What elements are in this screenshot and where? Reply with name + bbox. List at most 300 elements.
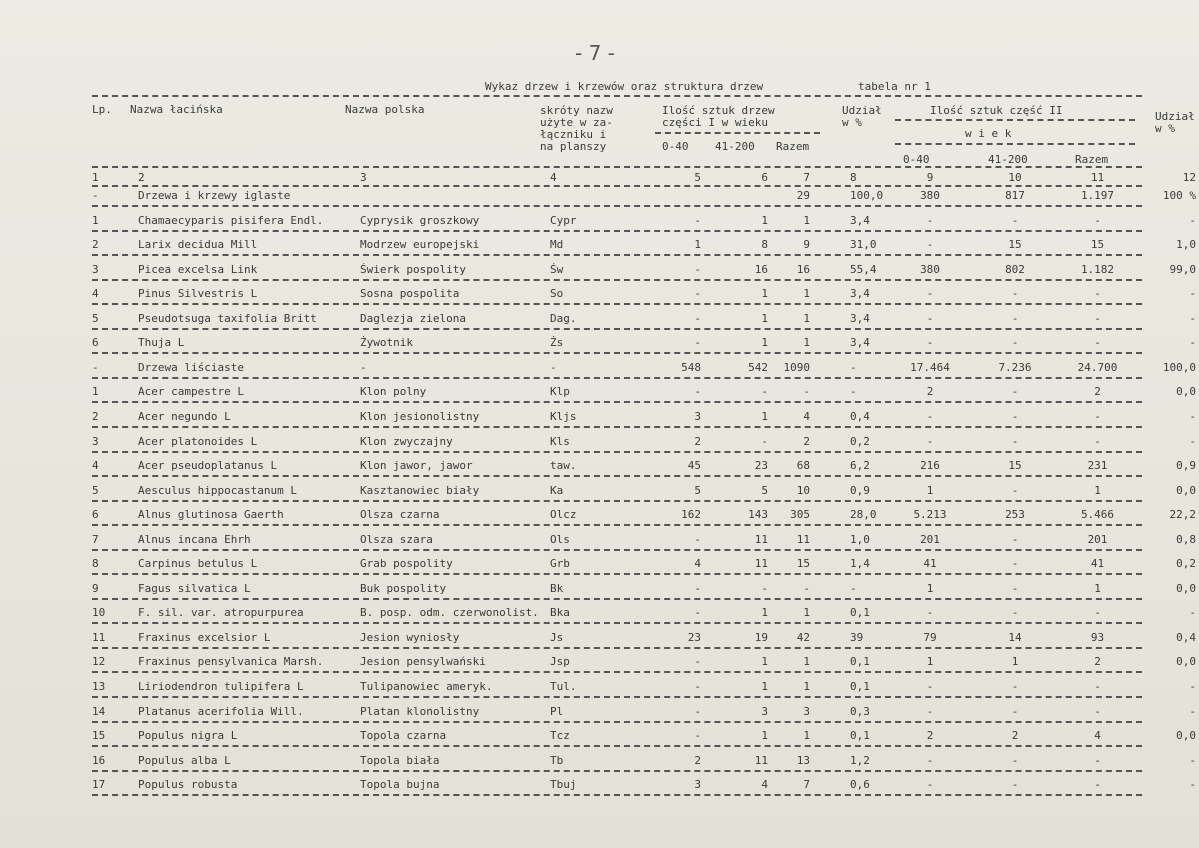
cell-lp: 15	[92, 729, 106, 742]
cell-count2-0-40: -	[926, 312, 934, 325]
header-rule-mid	[92, 166, 1142, 168]
cell-count2-41-200: -	[1011, 533, 1019, 546]
cell-lp: 11	[92, 631, 106, 644]
cell-abbreviation: taw.	[550, 459, 577, 472]
cell-polish-name: B. posp. odm. czerwonolist.	[360, 606, 539, 619]
cell-count2-total: 231	[1087, 459, 1108, 472]
cell-share2: -	[1189, 754, 1196, 767]
header-age1-41-200: 41-200	[715, 140, 755, 153]
cell-share2: -	[1189, 606, 1196, 619]
cell-count2-41-200: -	[1011, 606, 1019, 619]
column-number: 4	[550, 171, 557, 184]
cell-count2-0-40: -	[926, 754, 934, 767]
cell-lp: 17	[92, 778, 106, 791]
cell-count2-41-200: 1	[1011, 655, 1019, 668]
column-number: 5	[694, 171, 701, 184]
header-age2-41-200: 41-200	[988, 153, 1028, 166]
cell-polish-name: Cyprysik groszkowy	[360, 214, 480, 227]
cell-count1-total: 4	[803, 410, 810, 423]
cell-count1-0-40: 548	[681, 361, 701, 374]
cell-abbreviation: Ka	[550, 484, 564, 497]
cell-count1-0-40: -	[694, 336, 701, 349]
cell-share1: 1,4	[850, 557, 870, 570]
cell-count2-total: -	[1094, 606, 1101, 619]
cell-share2: -	[1189, 778, 1196, 791]
cell-latin-name: Picea excelsa Link	[138, 263, 258, 276]
cell-count1-total: 1	[803, 680, 810, 693]
cell-abbreviation: Js	[550, 631, 564, 644]
cell-count2-41-200: -	[1011, 214, 1019, 227]
row-divider	[92, 230, 1142, 232]
cell-count2-41-200: -	[1011, 754, 1019, 767]
cell-count2-41-200: 253	[1005, 508, 1025, 521]
cell-share1: 3,4	[850, 287, 870, 300]
cell-count1-0-40: 3	[694, 778, 701, 791]
cell-count1-0-40: 2	[694, 435, 701, 448]
cell-count2-total: 41	[1090, 557, 1105, 570]
cell-share1: 0,9	[850, 484, 870, 497]
cell-count1-0-40: -	[694, 287, 701, 300]
cell-count1-41-200: 8	[761, 238, 768, 251]
column-number: 12	[1182, 171, 1196, 184]
cell-polish-name: Klon polny	[360, 385, 427, 398]
cell-latin-name: Pseudotsuga taxifolia Britt	[138, 312, 317, 325]
cell-count2-41-200: -	[1011, 312, 1019, 325]
column-number: 11	[1090, 171, 1105, 184]
row-divider	[92, 573, 1142, 575]
cell-count1-0-40: -	[694, 606, 701, 619]
cell-abbreviation: Olcz	[550, 508, 577, 521]
cell-latin-name: Fraxinus pensylvanica Marsh.	[138, 655, 324, 668]
cell-abbreviation: Klp	[550, 385, 570, 398]
column-number: 6	[761, 171, 768, 184]
cell-count1-0-40: -	[694, 655, 701, 668]
cell-abbreviation: Bka	[550, 606, 570, 619]
cell-count2-41-200: 817	[1005, 189, 1025, 202]
cell-abbreviation: Dag.	[550, 312, 577, 325]
cell-count1-total: 29	[796, 189, 810, 202]
row-divider	[92, 426, 1142, 428]
count2-rule	[895, 119, 1135, 121]
cell-share2: -	[1189, 680, 1196, 693]
cell-count2-0-40: 41	[923, 557, 937, 570]
row-divider	[92, 696, 1142, 698]
cell-polish-name: Sosna pospolita	[360, 287, 460, 300]
cell-share1: 0,6	[850, 778, 870, 791]
header-abbr-line: skróty nazw	[540, 104, 613, 117]
row-divider	[92, 352, 1142, 354]
header-age2-0-40: 0-40	[903, 153, 930, 166]
cell-share2: -	[1189, 410, 1196, 423]
cell-count2-total: -	[1094, 214, 1101, 227]
cell-count1-41-200: 1	[761, 606, 768, 619]
row-divider	[92, 377, 1142, 379]
cell-latin-name: Populus alba L	[138, 754, 231, 767]
cell-count1-total: 1	[803, 655, 810, 668]
cell-count1-41-200: 1	[761, 287, 768, 300]
table-label: tabela nr 1	[858, 80, 931, 93]
cell-count2-0-40: 79	[923, 631, 937, 644]
cell-share2: -	[1189, 287, 1196, 300]
row-divider	[92, 328, 1142, 330]
cell-latin-name: Drzewa liściaste	[138, 361, 244, 374]
row-divider	[92, 500, 1142, 502]
cell-count1-total: 9	[803, 238, 810, 251]
header-abbr-line: na planszy	[540, 140, 607, 153]
cell-count2-41-200: -	[1011, 778, 1019, 791]
cell-lp: 6	[92, 336, 99, 349]
cell-lp: 5	[92, 484, 99, 497]
cell-lp: 4	[92, 287, 99, 300]
cell-count1-total: 42	[796, 631, 810, 644]
column-number: 7	[803, 171, 810, 184]
cell-count1-0-40: 4	[694, 557, 701, 570]
cell-share1: 3,4	[850, 214, 870, 227]
cell-count2-total: -	[1094, 287, 1101, 300]
header-count1-line: części I w wieku	[662, 116, 768, 129]
cell-count1-total: -	[803, 385, 810, 398]
cell-latin-name: F. sil. var. atropurpurea	[138, 606, 304, 619]
row-divider	[92, 451, 1142, 453]
cell-polish-name: Żywotnik	[360, 336, 413, 349]
cell-latin-name: Larix decidua Mill	[138, 238, 258, 251]
cell-share2: 0,0	[1176, 582, 1196, 595]
cell-count1-0-40: -	[694, 680, 701, 693]
cell-count1-41-200: 3	[761, 705, 768, 718]
cell-share1: 100,0	[850, 189, 884, 202]
cell-share1: -	[850, 361, 857, 374]
cell-share1: 0,1	[850, 606, 870, 619]
cell-latin-name: Chamaecyparis pisifera Endl.	[138, 214, 324, 227]
cell-abbreviation: -	[550, 361, 557, 374]
cell-lp: -	[92, 361, 99, 374]
cell-latin-name: Fraxinus excelsior L	[138, 631, 271, 644]
cell-polish-name: -	[360, 361, 367, 374]
cell-latin-name: Acer negundo L	[138, 410, 231, 423]
cell-count2-total: 15	[1090, 238, 1105, 251]
cell-count1-0-40: 3	[694, 410, 701, 423]
row-divider	[92, 671, 1142, 673]
cell-latin-name: Liriodendron tulipifera L	[138, 680, 304, 693]
cell-share1: 6,2	[850, 459, 870, 472]
cell-share2: -	[1189, 435, 1196, 448]
cell-polish-name: Platan klonolistny	[360, 705, 480, 718]
cell-abbreviation: Tbuj	[550, 778, 577, 791]
header-rule-top	[92, 95, 1142, 97]
cell-count2-total: 5.466	[1080, 508, 1115, 521]
row-divider	[92, 598, 1142, 600]
cell-latin-name: Aesculus hippocastanum L	[138, 484, 297, 497]
cell-count2-41-200: -	[1011, 385, 1019, 398]
cell-share2: -	[1189, 336, 1196, 349]
cell-share2: 99,0	[1169, 263, 1196, 276]
cell-count1-41-200: 1	[761, 312, 768, 325]
cell-count1-41-200: 1	[761, 655, 768, 668]
cell-count2-0-40: 1	[926, 582, 934, 595]
header-share1-line: Udział	[842, 104, 882, 117]
cell-count2-41-200: -	[1011, 435, 1019, 448]
cell-polish-name: Klon zwyczajny	[360, 435, 453, 448]
row-divider	[92, 622, 1142, 624]
header-latin-name: Nazwa łacińska	[130, 103, 223, 116]
cell-share1: 0,1	[850, 655, 870, 668]
cell-polish-name: Modrzew europejski	[360, 238, 480, 251]
cell-count2-41-200: -	[1011, 557, 1019, 570]
cell-polish-name: Kasztanowiec biały	[360, 484, 480, 497]
cell-polish-name: Olsza czarna	[360, 508, 440, 521]
cell-count2-total: -	[1094, 705, 1101, 718]
cell-polish-name: Świerk pospolity	[360, 263, 466, 276]
cell-count1-total: 1	[803, 312, 810, 325]
cell-polish-name: Topola czarna	[360, 729, 447, 742]
cell-count1-0-40: 23	[687, 631, 701, 644]
cell-count1-41-200: 1	[761, 410, 768, 423]
cell-share1: -	[850, 582, 857, 595]
cell-lp: 7	[92, 533, 99, 546]
cell-count1-41-200: 4	[761, 778, 768, 791]
cell-count1-0-40: -	[694, 263, 701, 276]
cell-lp: 6	[92, 508, 99, 521]
cell-lp: 9	[92, 582, 99, 595]
row-divider	[92, 647, 1142, 649]
wiek-rule	[895, 143, 1135, 145]
cell-abbreviation: Md	[550, 238, 564, 251]
cell-count1-0-40: 45	[687, 459, 701, 472]
cell-abbreviation: Tul.	[550, 680, 577, 693]
cell-count1-0-40: -	[694, 385, 701, 398]
header-wiek: w i e k	[965, 127, 1012, 140]
cell-count2-41-200: 802	[1005, 263, 1025, 276]
cell-count2-0-40: 1	[926, 655, 934, 668]
cell-share1: 31,0	[850, 238, 877, 251]
cell-count1-total: 305	[790, 508, 810, 521]
header-age1-0-40: 0-40	[662, 140, 689, 153]
cell-count2-0-40: 201	[920, 533, 940, 546]
cell-share1: 0,4	[850, 410, 870, 423]
cell-share1: 0,3	[850, 705, 870, 718]
cell-count2-41-200: 15	[1008, 459, 1022, 472]
cell-count2-0-40: 2	[926, 729, 934, 742]
cell-count1-41-200: 1	[761, 729, 768, 742]
cell-count1-41-200: 1	[761, 214, 768, 227]
row-divider	[92, 279, 1142, 281]
cell-abbreviation: Cypr	[550, 214, 577, 227]
cell-share2: 0,0	[1176, 729, 1196, 742]
cell-count1-41-200: 5	[761, 484, 768, 497]
cell-count1-0-40: -	[694, 582, 701, 595]
cell-count2-0-40: -	[926, 778, 934, 791]
cell-count2-total: 93	[1090, 631, 1105, 644]
cell-count2-0-40: 2	[926, 385, 934, 398]
cell-count1-41-200: 23	[754, 459, 768, 472]
cell-share2: -	[1189, 705, 1196, 718]
cell-count1-41-200: 11	[754, 533, 768, 546]
column-number: 3	[360, 171, 367, 184]
cell-polish-name: Klon jawor, jawor	[360, 459, 473, 472]
cell-count2-41-200: -	[1011, 336, 1019, 349]
cell-abbreviation: Św	[550, 263, 564, 276]
cell-count2-total: -	[1094, 312, 1101, 325]
cell-count1-41-200: -	[761, 582, 768, 595]
cell-count1-41-200: 11	[754, 754, 768, 767]
cell-abbreviation: Kls	[550, 435, 570, 448]
cell-lp: 1	[92, 214, 99, 227]
row-divider	[92, 303, 1142, 305]
cell-count2-total: -	[1094, 435, 1101, 448]
cell-share1: 39	[850, 631, 864, 644]
cell-count1-total: 1090	[783, 361, 810, 374]
cell-abbreviation: Ols	[550, 533, 570, 546]
column-number: 9	[926, 171, 934, 184]
cell-count1-0-40: -	[694, 533, 701, 546]
cell-polish-name: Topola bujna	[360, 778, 440, 791]
cell-count1-total: 15	[796, 557, 810, 570]
row-divider	[92, 770, 1142, 772]
cell-share2: 100 %	[1162, 189, 1196, 202]
cell-share1: 3,4	[850, 336, 870, 349]
count1-rule	[655, 132, 820, 134]
cell-count2-0-40: -	[926, 435, 934, 448]
header-share2-line: Udział	[1155, 110, 1195, 123]
cell-count2-0-40: 380	[920, 263, 940, 276]
cell-count2-total: 1	[1094, 484, 1101, 497]
cell-latin-name: Acer campestre L	[138, 385, 244, 398]
cell-latin-name: Carpinus betulus L	[138, 557, 258, 570]
cell-polish-name: Klon jesionolistny	[360, 410, 480, 423]
cell-lp: 2	[92, 410, 99, 423]
cell-count1-total: 1	[803, 606, 810, 619]
cell-count1-total: 1	[803, 287, 810, 300]
cell-count1-0-40: 2	[694, 754, 701, 767]
row-divider	[92, 475, 1142, 477]
cell-count2-0-40: 17.464	[910, 361, 950, 374]
cell-latin-name: Populus nigra L	[138, 729, 238, 742]
cell-count2-total: -	[1094, 680, 1101, 693]
cell-count1-41-200: 11	[754, 557, 768, 570]
cell-count2-41-200: -	[1011, 484, 1019, 497]
cell-share1: -	[850, 385, 857, 398]
cell-count2-0-40: 216	[920, 459, 940, 472]
cell-lp: 16	[92, 754, 106, 767]
cell-count1-41-200: 1	[761, 680, 768, 693]
cell-count1-0-40: 1	[694, 238, 701, 251]
cell-lp: 8	[92, 557, 99, 570]
cell-count2-0-40: -	[926, 214, 934, 227]
cell-latin-name: Alnus incana Ehrh	[138, 533, 251, 546]
cell-count2-0-40: -	[926, 336, 934, 349]
header-polish-name: Nazwa polska	[345, 103, 425, 116]
cell-count1-0-40: -	[694, 705, 701, 718]
cell-count1-0-40: -	[694, 729, 701, 742]
cell-share1: 28,0	[850, 508, 877, 521]
cell-count2-41-200: -	[1011, 705, 1019, 718]
cell-count2-41-200: 2	[1011, 729, 1019, 742]
cell-count1-0-40: -	[694, 312, 701, 325]
cell-count2-0-40: 5.213	[913, 508, 947, 521]
cell-share1: 55,4	[850, 263, 877, 276]
row-divider	[92, 524, 1142, 526]
cell-count2-41-200: -	[1011, 680, 1019, 693]
column-number: 10	[1008, 171, 1022, 184]
cell-abbreviation: Tb	[550, 754, 564, 767]
column-number: 8	[850, 171, 857, 184]
cell-share2: 0,9	[1176, 459, 1196, 472]
cell-count2-total: 4	[1094, 729, 1101, 742]
cell-share1: 1,2	[850, 754, 870, 767]
cell-share2: 0,0	[1176, 484, 1196, 497]
cell-share2: 0,0	[1176, 655, 1196, 668]
cell-share2: -	[1189, 312, 1196, 325]
cell-count2-0-40: -	[926, 680, 934, 693]
cell-count1-41-200: 16	[754, 263, 768, 276]
row-divider	[92, 745, 1142, 747]
cell-count2-total: -	[1094, 336, 1101, 349]
cell-count1-41-200: 19	[754, 631, 768, 644]
cell-latin-name: Thuja L	[138, 336, 185, 349]
cell-lp: 3	[92, 263, 99, 276]
cell-polish-name: Olsza szara	[360, 533, 433, 546]
header-abbr-line: użyte w za-	[540, 116, 613, 129]
cell-count2-total: 2	[1094, 385, 1101, 398]
cell-count2-0-40: 380	[920, 189, 940, 202]
cell-lp: -	[92, 189, 99, 202]
cell-share2: 0,8	[1176, 533, 1196, 546]
row-divider	[92, 205, 1142, 207]
cell-count2-total: 1.197	[1080, 189, 1115, 202]
row-divider	[92, 401, 1142, 403]
cell-latin-name: Pinus Silvestris L	[138, 287, 258, 300]
cell-latin-name: Alnus glutinosa Gaerth	[138, 508, 284, 521]
cell-count2-total: 1.182	[1080, 263, 1115, 276]
cell-count2-0-40: -	[926, 287, 934, 300]
row-divider	[92, 549, 1142, 551]
header-abbr-line: łączniku i	[540, 128, 607, 141]
cell-count1-0-40: 5	[694, 484, 701, 497]
cell-count2-total: 24.700	[1077, 361, 1118, 374]
cell-abbreviation: Jsp	[550, 655, 570, 668]
header-count1-line: Ilość sztuk drzew	[662, 104, 775, 117]
cell-count2-0-40: 1	[926, 484, 934, 497]
cell-polish-name: Topola biała	[360, 754, 440, 767]
cell-count2-41-200: 14	[1008, 631, 1022, 644]
column-number: 2	[138, 171, 145, 184]
cell-share1: 3,4	[850, 312, 870, 325]
cell-count2-41-200: -	[1011, 582, 1019, 595]
cell-latin-name: Populus robusta	[138, 778, 238, 791]
cell-polish-name: Daglezja zielona	[360, 312, 466, 325]
cell-count1-total: 10	[796, 484, 810, 497]
cell-share2: 0,0	[1176, 385, 1196, 398]
cell-count2-41-200: 7.236	[998, 361, 1032, 374]
cell-count1-total: 16	[796, 263, 810, 276]
cell-abbreviation: Kljs	[550, 410, 577, 423]
cell-count1-total: 1	[803, 336, 810, 349]
cell-lp: 12	[92, 655, 106, 668]
cell-lp: 4	[92, 459, 99, 472]
column-number: 1	[92, 171, 99, 184]
cell-count2-total: -	[1094, 778, 1101, 791]
cell-count1-total: 13	[796, 754, 810, 767]
document-title: Wykaz drzew i krzewów oraz struktura drzew	[485, 80, 764, 93]
header-rule-bottom	[92, 185, 1142, 187]
cell-abbreviation: Grb	[550, 557, 570, 570]
cell-latin-name: Fagus silvatica L	[138, 582, 251, 595]
cell-count2-41-200: -	[1011, 410, 1019, 423]
cell-abbreviation: Bk	[550, 582, 564, 595]
header-age2-razem: Razem	[1075, 153, 1109, 166]
cell-count1-total: 2	[803, 435, 810, 448]
cell-share1: 0,1	[850, 729, 870, 742]
